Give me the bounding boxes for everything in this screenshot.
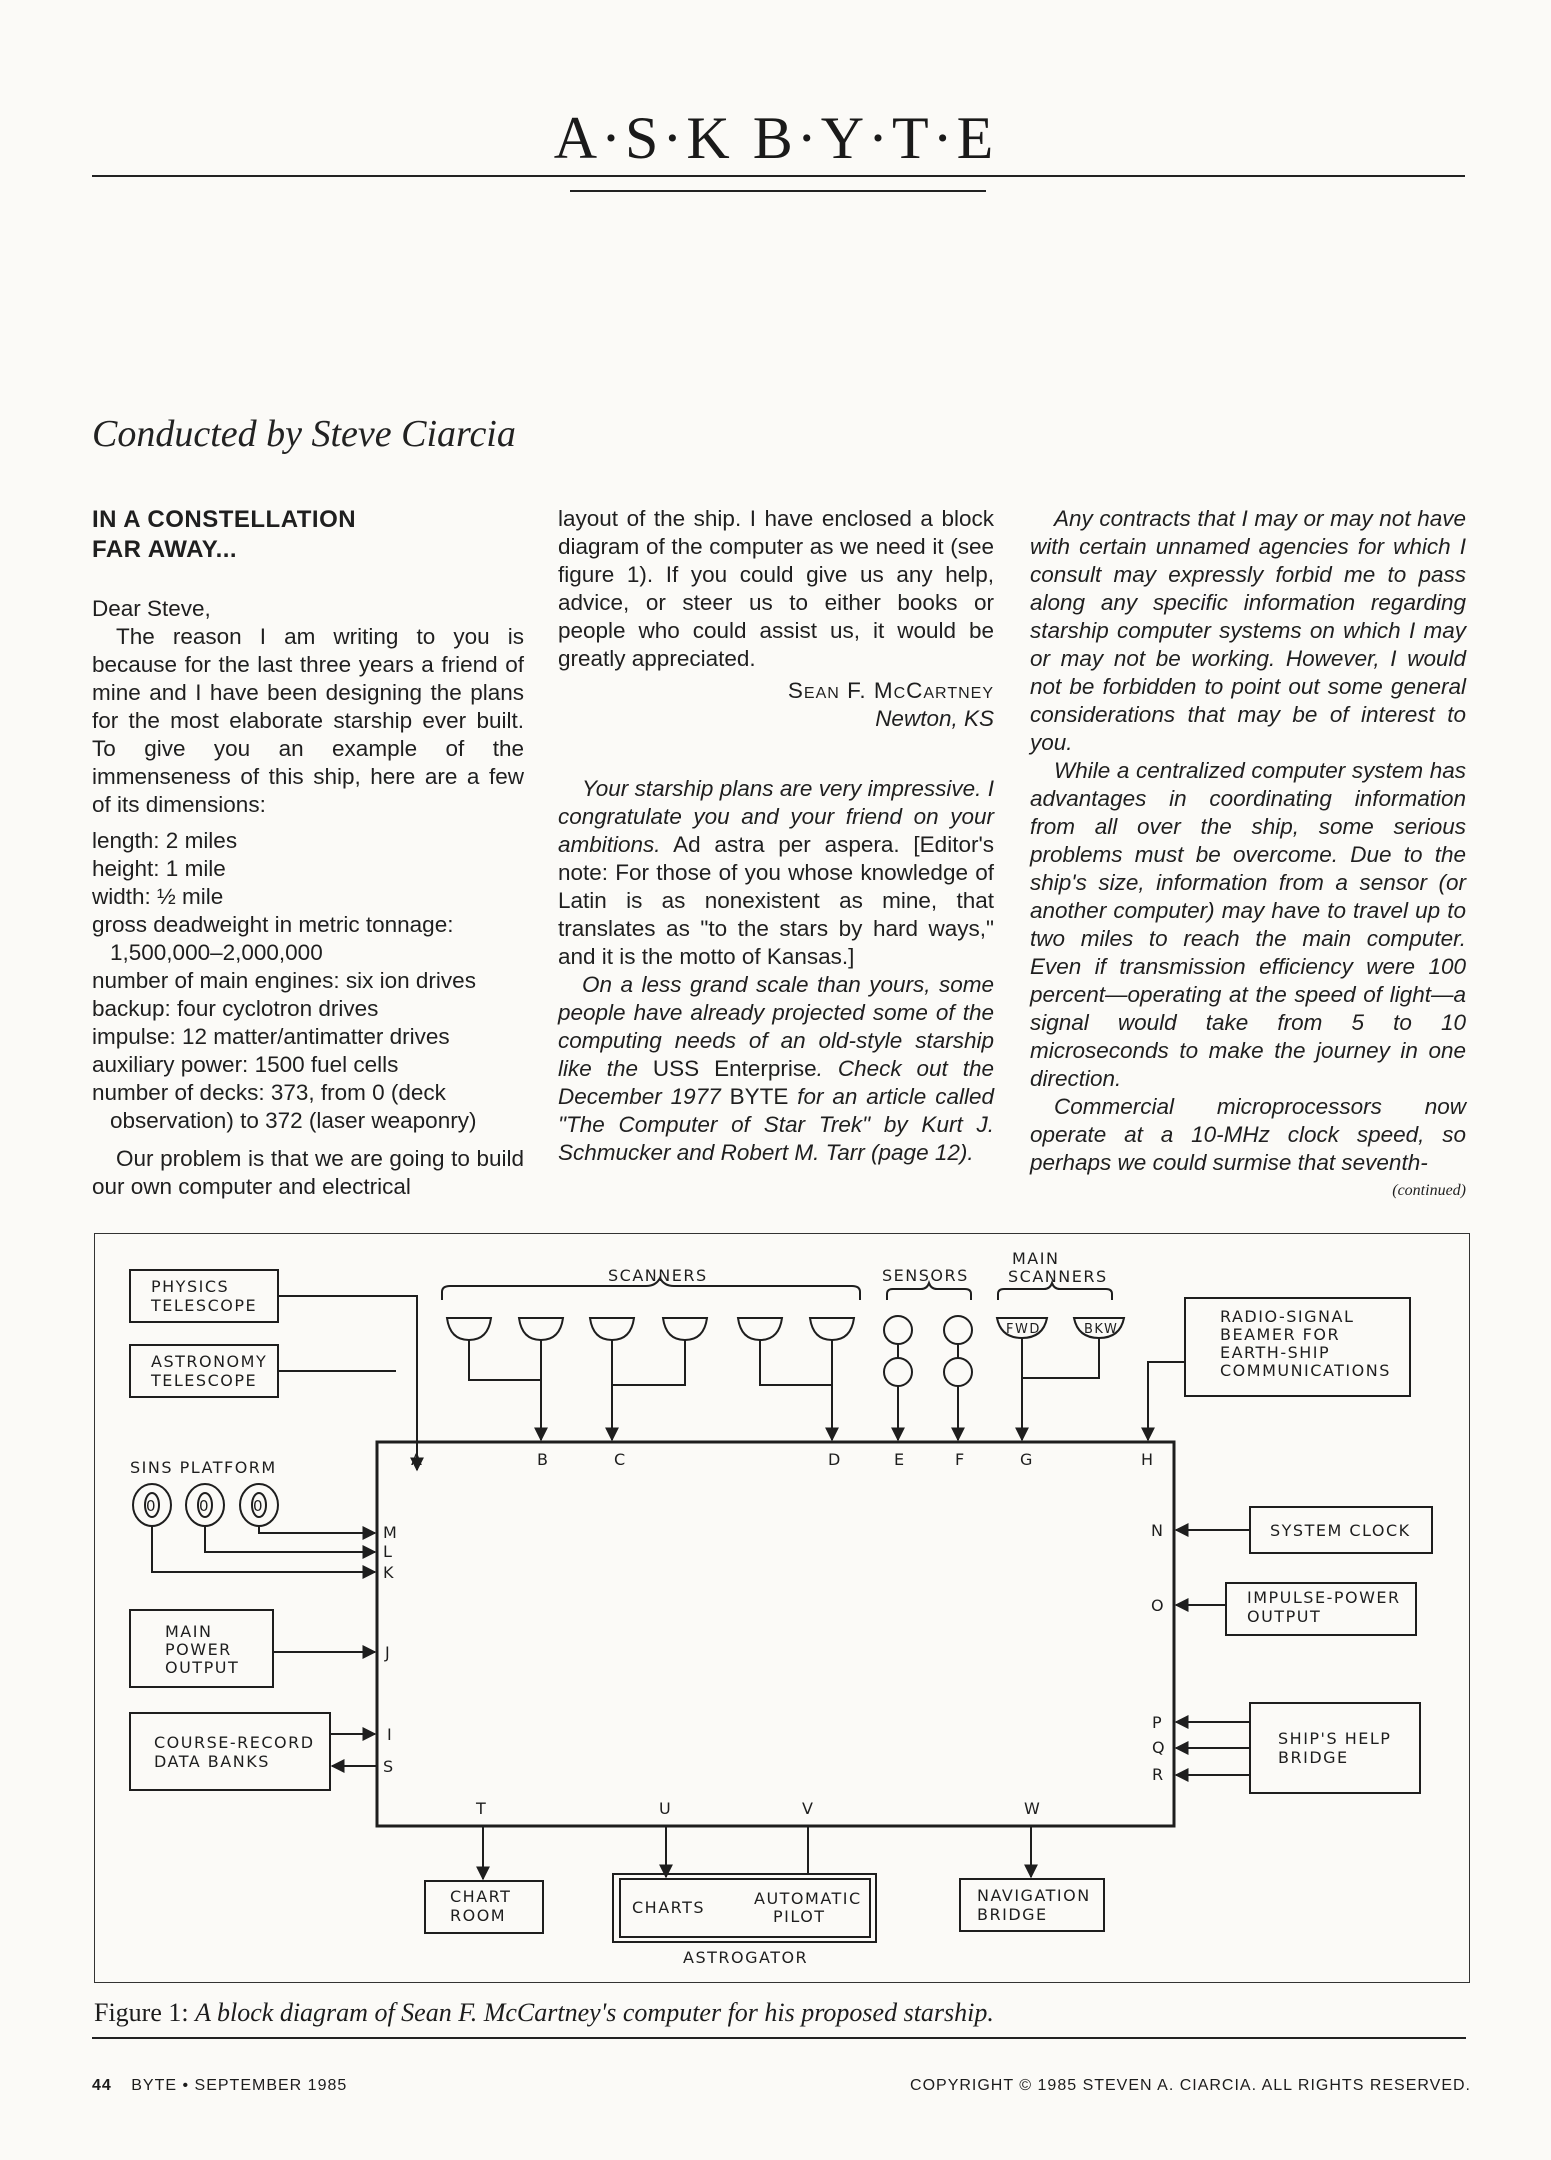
port-label: R: [1152, 1765, 1164, 1784]
sensor-circle: [944, 1316, 972, 1344]
heading-line-1: IN A CONSTELLATION: [92, 506, 357, 533]
dim-item: auxiliary power: 1500 fuel cells: [92, 1052, 399, 1077]
reply-paragraph-3: Any contracts that I may or may not have with certain unnamed agencies for which I consult may expressly forbid me to pass along any specific information regarding starship computer systems on which I may or may not be working. However, I would not be forbidden to point out some general considerations that may be of interest to you.: [1030, 506, 1466, 755]
scanner-dish: [447, 1318, 491, 1340]
signer-name: Sean F. McCartney: [787, 678, 994, 703]
heading-line-2: FAR AWAY...: [92, 536, 238, 563]
scanner-b-line: [469, 1340, 541, 1380]
dim-item: 1,500,000–2,000,000: [110, 940, 323, 965]
gyro-m-arrow: [259, 1526, 375, 1533]
port-label: H: [1141, 1450, 1154, 1469]
sensor-circle: [884, 1358, 912, 1386]
ships-help-label: BRIDGE: [1278, 1748, 1349, 1767]
letter-paragraph-1: The reason I am writing to you is because for the last three years a friend of mine and I have been designing the plans for the most elaborate starship ever built. To give you an example of the immenseness of this ship, here are a few of its dimensions:: [92, 624, 524, 817]
page-number: 44: [92, 2077, 112, 2094]
sensors-label: SENSORS: [882, 1266, 969, 1285]
ship-name: USS Enterprise: [652, 1056, 817, 1081]
caption-text: A block diagram of Sean F. McCartney's computer for his proposed starship.: [195, 1998, 994, 2027]
port-label: Q: [1152, 1738, 1165, 1757]
radio-beamer-label: COMMUNICATIONS: [1220, 1361, 1391, 1380]
salutation: Dear Steve,: [92, 596, 211, 621]
sensor-circle: [884, 1316, 912, 1344]
port-label: K: [383, 1563, 394, 1582]
port-label: C: [614, 1450, 626, 1469]
fwd-label: FWD: [1006, 1322, 1041, 1337]
main-scanners-line: [1022, 1338, 1099, 1378]
sensors-brace: [887, 1283, 971, 1300]
physics-telescope-label: TELESCOPE: [151, 1296, 258, 1315]
scanner-c-line: [612, 1340, 685, 1385]
course-record-label: DATA BANKS: [154, 1752, 270, 1771]
scanner-dish: [810, 1318, 854, 1340]
course-record-label: COURSE-RECORD: [154, 1733, 315, 1752]
continued-note: (continued): [1392, 1182, 1466, 1199]
reply-paragraph-5: Commercial microprocessors now operate at a 10-MHz clock speed, so perhaps we could surmise that seventh-: [1030, 1094, 1466, 1175]
port-label: U: [659, 1799, 671, 1818]
dim-item: gross deadweight in metric tonnage:: [92, 912, 454, 937]
ships-help-label: SHIP'S HELP: [1278, 1729, 1392, 1748]
charts-label: CHARTS: [632, 1898, 706, 1917]
port-label: B: [537, 1450, 548, 1469]
astrogator-label: ASTROGATOR: [683, 1948, 809, 1967]
scanner-d-line: [760, 1340, 832, 1385]
sins-platform-label: SINS PLATFORM: [130, 1458, 277, 1477]
port-label: D: [828, 1450, 841, 1469]
port-label: V: [802, 1799, 813, 1818]
port-label: S: [383, 1757, 394, 1776]
dim-item: backup: four cyclotron drives: [92, 996, 379, 1021]
port-label: A: [411, 1450, 422, 1469]
magazine-issue: BYTE • SEPTEMBER 1985: [131, 2077, 348, 2094]
dim-item: width: ½ mile: [92, 884, 224, 909]
main-computer-box: [377, 1442, 1174, 1826]
page-title: A·S·K B·Y·T·E: [553, 105, 998, 171]
port-label: T: [476, 1799, 486, 1818]
radio-beamer-label: RADIO-SIGNAL: [1220, 1307, 1355, 1326]
reply-paragraph-4: While a centralized computer system has advantages in coordinating information from all over the ship, some serious problems must be overcome. Due to the ship's size, information from a sensor (or another computer) may have to travel up to two miles to reach the main computer. Even if transmission efficiency were 100 percent—operating at the speed of light—a signal would take from 5 to 10 microseconds to make the journey in one direction.: [1030, 758, 1466, 1091]
reply-editor-note: Ad astra per aspera. [Editor's note: For those of you whose knowledge of Latin is as nonexistent as mine, that translates as "to the stars by hard ways," and it is the motto of Kansas.]: [558, 832, 994, 969]
reply-text: . Check out the December 1977: [558, 1056, 995, 1109]
physics-telescope-label: PHYSICS: [151, 1277, 230, 1296]
gyro-glyph: 0: [146, 1497, 158, 1515]
port-label: O: [1151, 1596, 1164, 1615]
port-label: N: [1151, 1521, 1163, 1540]
byline: Conducted by Steve Ciarcia: [92, 413, 516, 455]
letter-paragraph-2: Our problem is that we are going to build our own computer and electrical: [92, 1146, 524, 1199]
port-label: L: [383, 1542, 392, 1561]
copyright: COPYRIGHT © 1985 STEVEN A. CIARCIA. ALL RIGHTS RESERVED.: [910, 2077, 1471, 2094]
chart-room-label: ROOM: [450, 1906, 507, 1925]
bkw-label: BKW: [1084, 1322, 1119, 1337]
radio-to-h-line: [1148, 1362, 1185, 1440]
scanners-label: SCANNERS: [608, 1266, 708, 1285]
navigation-bridge-label: BRIDGE: [977, 1905, 1048, 1924]
autopilot-label: PILOT: [773, 1907, 826, 1926]
magazine-name: BYTE: [729, 1084, 789, 1109]
impulse-power-label: IMPULSE-POWER: [1247, 1588, 1401, 1607]
figure-caption: [94, 1998, 994, 2028]
main-power-label: MAIN: [165, 1622, 213, 1641]
letter-paragraph-3: layout of the ship. I have enclosed a block diagram of the computer as we need it (see figure 1). If you could give us any help, advice, or steer us to either books or people who could assist us, it would be greatly appreciated.: [558, 506, 994, 671]
main-power-label: OUTPUT: [165, 1658, 240, 1677]
dim-item: length: 2 miles: [92, 828, 238, 853]
main-scanners-label: MAIN: [1012, 1249, 1060, 1268]
caption-rule: [92, 2037, 1466, 2039]
caption-label: Figure 1:: [94, 1998, 189, 2027]
main-scanners-label: SCANNERS: [1008, 1267, 1108, 1286]
port-label: W: [1024, 1799, 1040, 1818]
scanner-dish: [590, 1318, 634, 1340]
port-label: I: [387, 1725, 392, 1744]
astronomy-telescope-label: TELESCOPE: [151, 1371, 258, 1390]
port-label: E: [894, 1450, 905, 1469]
footer-left: [92, 2077, 347, 2095]
reply-italic-text: Your starship plans are very impressive. I congratulate you and your friend on your ambitions.: [558, 776, 994, 857]
reply-text: On a less grand scale than yours, some people have already projected some of the computing needs of an old-style starship like the: [558, 972, 994, 1081]
scanner-dish: [519, 1318, 563, 1340]
dim-item: impulse: 12 matter/antimatter drives: [92, 1024, 450, 1049]
autopilot-label: AUTOMATIC: [754, 1889, 862, 1908]
gyro-glyph: 0: [199, 1497, 211, 1515]
sensor-circle: [944, 1358, 972, 1386]
scanner-dish: [738, 1318, 782, 1340]
port-label: F: [955, 1450, 965, 1469]
system-clock-label: SYSTEM CLOCK: [1270, 1521, 1411, 1540]
radio-beamer-label: BEAMER FOR: [1220, 1325, 1341, 1344]
dim-item: number of decks: 373, from 0 (deck observation) to 372 (laser weaponry): [92, 1080, 477, 1133]
chart-room-label: CHART: [450, 1887, 512, 1906]
dim-item: number of main engines: six ion drives: [92, 968, 476, 993]
impulse-power-label: OUTPUT: [1247, 1607, 1322, 1626]
scanner-dish: [663, 1318, 707, 1340]
main-power-label: POWER: [165, 1640, 232, 1659]
radio-beamer-label: EARTH-SHIP: [1220, 1343, 1331, 1362]
navigation-bridge-label: NAVIGATION: [977, 1886, 1091, 1905]
gyro-l-arrow: [205, 1526, 375, 1552]
physics-to-a-line: [278, 1296, 417, 1470]
dim-item: height: 1 mile: [92, 856, 226, 881]
port-label: G: [1020, 1450, 1033, 1469]
signer-place: Newton, KS: [875, 706, 994, 731]
port-label: P: [1152, 1713, 1162, 1732]
gyro-glyph: 0: [253, 1497, 265, 1515]
port-label: M: [383, 1523, 397, 1542]
reply-text: for an article called "The Computer of Star Trek" by Kurt J. Schmucker and Robert M. Tarr (page 12).: [558, 1084, 994, 1165]
astronomy-telescope-label: ASTRONOMY: [151, 1352, 268, 1371]
port-label: J: [385, 1643, 390, 1662]
